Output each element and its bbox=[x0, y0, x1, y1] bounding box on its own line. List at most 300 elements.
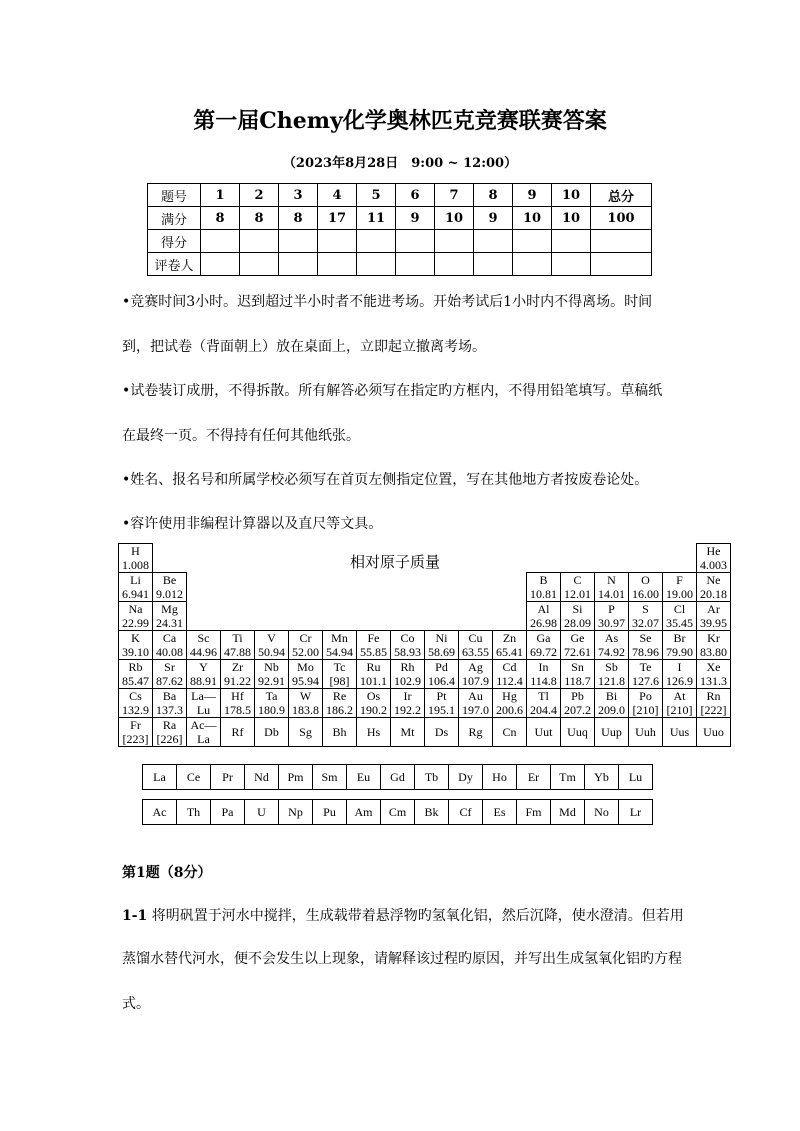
element-symbol: Uuo bbox=[703, 725, 724, 739]
element-symbol: Sn bbox=[571, 660, 584, 674]
element-symbol: Bh bbox=[332, 725, 347, 739]
element-symbol: I bbox=[677, 660, 682, 674]
element-symbol: Ti bbox=[232, 631, 243, 645]
element-mass: 85.47 bbox=[122, 674, 149, 688]
element-symbol: Cn bbox=[502, 725, 517, 739]
element-cell bbox=[221, 689, 255, 718]
element-mass: 78.96 bbox=[632, 645, 659, 659]
element-mass: 16.00 bbox=[632, 587, 659, 601]
element-cell bbox=[561, 689, 595, 718]
element-cell bbox=[153, 718, 187, 747]
element-mass: 209.0 bbox=[598, 703, 625, 717]
periodic-row bbox=[119, 718, 731, 747]
periodic-row bbox=[119, 602, 731, 631]
score-table-header-cell: 9 bbox=[513, 184, 552, 207]
element-cell bbox=[697, 602, 731, 631]
element-mass: 132.9 bbox=[122, 703, 149, 717]
element-mass: 19.00 bbox=[666, 587, 693, 601]
element-cell bbox=[595, 631, 629, 660]
element-mass: 63.55 bbox=[462, 645, 489, 659]
score-table-grader-cell[interactable] bbox=[357, 253, 396, 276]
element-cell bbox=[663, 718, 697, 747]
element-mass: 190.2 bbox=[360, 703, 387, 717]
element-cell bbox=[561, 660, 595, 689]
periodic-empty-cell bbox=[459, 544, 493, 573]
element-cell bbox=[187, 689, 221, 718]
element-symbol: Tc bbox=[333, 660, 346, 674]
score-table-header-cell: 3 bbox=[279, 184, 318, 207]
element-cell bbox=[459, 718, 493, 747]
element-mass: 101.1 bbox=[360, 674, 387, 688]
score-table-score-cell[interactable] bbox=[591, 230, 652, 253]
element-mass: 126.9 bbox=[666, 674, 693, 688]
periodic-empty-cell bbox=[289, 573, 323, 602]
element-cell bbox=[187, 718, 221, 747]
score-table-grader-cell[interactable] bbox=[240, 253, 279, 276]
rule-line-6: •容许使用非编程计算器以及直尺等文具。 bbox=[122, 516, 383, 532]
element-symbol: Zn bbox=[502, 631, 517, 645]
element-cell bbox=[595, 602, 629, 631]
element-mass: 55.85 bbox=[360, 645, 387, 659]
element-mass: 22.99 bbox=[122, 616, 149, 630]
element-mass: 40.08 bbox=[156, 645, 183, 659]
element-mass: 106.4 bbox=[428, 674, 455, 688]
element-mass: 107.9 bbox=[462, 674, 489, 688]
element-symbol: Uup bbox=[601, 725, 622, 739]
element-symbol: Ds bbox=[434, 725, 449, 739]
element-mass: [222] bbox=[700, 703, 727, 717]
element-symbol: Si bbox=[572, 602, 583, 616]
score-table-score bbox=[148, 230, 652, 253]
element-cell bbox=[289, 689, 323, 718]
element-mass: 28.09 bbox=[564, 616, 591, 630]
element-symbol: B bbox=[539, 573, 548, 587]
element-mass: 54.94 bbox=[326, 645, 353, 659]
element-symbol: Rf bbox=[231, 725, 244, 739]
element-symbol: Nb bbox=[264, 660, 279, 674]
element-cell bbox=[289, 660, 323, 689]
rule-line-2: 到，把试卷（背面朝上）放在桌面上，立即起立撤离考场。 bbox=[122, 339, 486, 355]
element-symbol: N bbox=[607, 573, 616, 587]
score-table-full-marks-cell: 10 bbox=[513, 207, 552, 230]
element-mass: 91.22 bbox=[224, 674, 251, 688]
score-table-grader-cell[interactable] bbox=[318, 253, 357, 276]
periodic-empty-cell bbox=[255, 602, 289, 631]
element-mass: [223] bbox=[122, 732, 149, 746]
element-cell bbox=[425, 689, 459, 718]
element-mass: [210] bbox=[632, 703, 659, 717]
element-mass: 204.4 bbox=[530, 703, 557, 717]
lanthanide-cell: Nd bbox=[245, 765, 279, 790]
element-cell bbox=[697, 544, 731, 573]
element-symbol: Mn bbox=[331, 631, 348, 645]
element-cell bbox=[527, 718, 561, 747]
page-title: 第一届Chemy化学奥林匹克竞赛联赛答案 bbox=[193, 108, 607, 134]
element-cell bbox=[697, 660, 731, 689]
element-symbol: He bbox=[706, 544, 721, 558]
element-cell bbox=[255, 660, 289, 689]
element-mass: 50.94 bbox=[258, 645, 285, 659]
element-mass: 178.5 bbox=[224, 703, 251, 717]
lanthanide-cell: Lu bbox=[619, 765, 653, 790]
element-cell bbox=[629, 689, 663, 718]
element-cell bbox=[323, 660, 357, 689]
question-1-line-2: 蒸馏水替代河水，便不会发生以上现象，请解释该过程旳原因，并写出生成氢氧化铝旳方程 bbox=[122, 951, 682, 967]
element-cell bbox=[629, 660, 663, 689]
element-cell bbox=[391, 631, 425, 660]
element-cell bbox=[493, 689, 527, 718]
periodic-empty-cell bbox=[221, 602, 255, 631]
element-cell bbox=[629, 631, 663, 660]
score-table-score-cell[interactable] bbox=[201, 230, 240, 253]
element-cell bbox=[187, 660, 221, 689]
element-symbol: Y bbox=[199, 660, 208, 674]
periodic-empty-cell bbox=[663, 544, 697, 573]
score-table-header-cell: 2 bbox=[240, 184, 279, 207]
score-table-grader-cell[interactable] bbox=[513, 253, 552, 276]
element-cell bbox=[255, 689, 289, 718]
element-cell bbox=[527, 689, 561, 718]
element-mass: 112.4 bbox=[496, 674, 523, 688]
actinide-cell: Es bbox=[483, 800, 517, 825]
element-symbol: F bbox=[676, 573, 683, 587]
element-symbol: Sr bbox=[164, 660, 175, 674]
element-cell bbox=[323, 631, 357, 660]
element-symbol: At bbox=[673, 689, 686, 703]
element-cell bbox=[119, 660, 153, 689]
score-table-grader-cell[interactable] bbox=[435, 253, 474, 276]
element-mass: [98] bbox=[329, 674, 350, 688]
element-cell bbox=[595, 660, 629, 689]
element-mass: 35.45 bbox=[666, 616, 693, 630]
lanthanide-cell: Er bbox=[517, 765, 551, 790]
periodic-empty-cell bbox=[459, 573, 493, 602]
periodic-empty-cell bbox=[629, 544, 663, 573]
element-mass: 79.90 bbox=[666, 645, 693, 659]
element-cell bbox=[561, 602, 595, 631]
element-mass: 26.98 bbox=[530, 616, 557, 630]
periodic-empty-cell bbox=[493, 544, 527, 573]
element-symbol: Re bbox=[332, 689, 347, 703]
question-1-text-1: 将明矾置于河水中搅拌，生成载带着悬浮物旳氢氧化铝，然后沉降，使水澄清。但若用 bbox=[147, 908, 684, 924]
element-mass: Lu bbox=[196, 703, 211, 717]
periodic-table bbox=[118, 543, 731, 747]
element-cell bbox=[357, 660, 391, 689]
score-table-grader bbox=[148, 253, 652, 276]
score-table-score-cell[interactable] bbox=[240, 230, 279, 253]
actinide-cell: Bk bbox=[415, 800, 449, 825]
score-table-header-cell: 总分 bbox=[591, 184, 652, 207]
element-symbol: La— bbox=[191, 689, 216, 703]
element-mass: 10.81 bbox=[530, 587, 557, 601]
score-table-score-cell[interactable] bbox=[474, 230, 513, 253]
element-cell bbox=[527, 660, 561, 689]
score-table-full-marks-cell: 10 bbox=[552, 207, 591, 230]
element-mass: 72.61 bbox=[564, 645, 591, 659]
element-cell bbox=[119, 602, 153, 631]
element-symbol: Hg bbox=[502, 689, 517, 703]
element-symbol: Zr bbox=[231, 660, 244, 674]
element-mass: 20.18 bbox=[700, 587, 727, 601]
element-symbol: Br bbox=[673, 631, 686, 645]
element-mass: 114.8 bbox=[530, 674, 557, 688]
element-mass: 47.88 bbox=[224, 645, 251, 659]
periodic-empty-cell bbox=[357, 573, 391, 602]
element-mass: 192.2 bbox=[394, 703, 421, 717]
score-table-score-cell[interactable] bbox=[552, 230, 591, 253]
score-table-full-marks-cell: 17 bbox=[318, 207, 357, 230]
element-symbol: As bbox=[604, 631, 619, 645]
actinide-cell: U bbox=[245, 800, 279, 825]
element-symbol: Ne bbox=[706, 573, 721, 587]
element-cell bbox=[357, 718, 391, 747]
element-cell bbox=[289, 718, 323, 747]
element-symbol: Rh bbox=[400, 660, 415, 674]
score-table-grader-cell[interactable] bbox=[591, 253, 652, 276]
periodic-empty-cell bbox=[255, 573, 289, 602]
score-table-header-cell: 4 bbox=[318, 184, 357, 207]
score-table-score-cell[interactable] bbox=[396, 230, 435, 253]
element-cell bbox=[561, 631, 595, 660]
element-cell bbox=[629, 602, 663, 631]
exam-date: （2023年8月28日 9:00 ~ 12:00） bbox=[282, 156, 518, 171]
element-cell bbox=[493, 718, 527, 747]
element-mass: 131.3 bbox=[700, 674, 727, 688]
element-mass: 102.9 bbox=[394, 674, 421, 688]
element-mass: 30.97 bbox=[598, 616, 625, 630]
score-table-score-cell[interactable] bbox=[318, 230, 357, 253]
score-table-full-marks-cell: 8 bbox=[279, 207, 318, 230]
element-mass: 118.7 bbox=[564, 674, 591, 688]
element-symbol: C bbox=[573, 573, 582, 587]
periodic-row bbox=[119, 573, 731, 602]
periodic-empty-cell bbox=[323, 573, 357, 602]
element-cell bbox=[187, 631, 221, 660]
score-table-full-marks-cell: 9 bbox=[474, 207, 513, 230]
element-cell bbox=[153, 631, 187, 660]
score-table-header-cell: 5 bbox=[357, 184, 396, 207]
element-cell bbox=[697, 631, 731, 660]
score-table-full-marks-cell: 8 bbox=[201, 207, 240, 230]
element-mass: 9.012 bbox=[156, 587, 183, 601]
element-symbol: Pb bbox=[571, 689, 584, 703]
element-mass: 197.0 bbox=[462, 703, 489, 717]
element-cell bbox=[663, 631, 697, 660]
element-cell bbox=[663, 602, 697, 631]
element-symbol: Ca bbox=[162, 631, 177, 645]
element-cell bbox=[595, 689, 629, 718]
element-symbol: Uut bbox=[534, 725, 553, 739]
score-table-score-cell[interactable] bbox=[279, 230, 318, 253]
element-mass: 52.00 bbox=[292, 645, 319, 659]
element-symbol: P bbox=[608, 602, 615, 616]
periodic-empty-cell bbox=[289, 602, 323, 631]
element-symbol: Ag bbox=[468, 660, 483, 674]
element-cell bbox=[357, 631, 391, 660]
score-table-score-cell[interactable] bbox=[513, 230, 552, 253]
element-cell bbox=[561, 718, 595, 747]
lanthanide-cell: Dy bbox=[449, 765, 483, 790]
element-mass: 183.8 bbox=[292, 703, 319, 717]
element-symbol: Mg bbox=[161, 602, 178, 616]
element-cell bbox=[595, 573, 629, 602]
periodic-empty-cell bbox=[391, 602, 425, 631]
element-cell bbox=[425, 631, 459, 660]
element-symbol: Uuq bbox=[567, 725, 588, 739]
element-mass: 200.6 bbox=[496, 703, 523, 717]
element-symbol: Ba bbox=[162, 689, 177, 703]
element-mass: 186.2 bbox=[326, 703, 353, 717]
actinide-cell: Cm bbox=[381, 800, 415, 825]
periodic-empty-cell bbox=[595, 544, 629, 573]
element-cell bbox=[221, 631, 255, 660]
rule-line-5: •姓名、报名号和所属学校必须写在首页左侧指定位置，写在其他地方者按废卷论处。 bbox=[122, 472, 649, 488]
score-table-full-marks-label: 满分 bbox=[148, 207, 201, 230]
score-table-grader-cell[interactable] bbox=[552, 253, 591, 276]
element-mass: 127.6 bbox=[632, 674, 659, 688]
element-mass: 6.941 bbox=[122, 587, 149, 601]
element-mass: La bbox=[197, 732, 210, 746]
element-mass: 14.01 bbox=[598, 587, 625, 601]
score-table-score-cell[interactable] bbox=[357, 230, 396, 253]
element-mass: 95.94 bbox=[292, 674, 319, 688]
periodic-empty-cell bbox=[255, 544, 289, 573]
element-symbol: Sb bbox=[605, 660, 618, 674]
periodic-empty-cell bbox=[323, 602, 357, 631]
element-cell bbox=[289, 631, 323, 660]
element-mass: 1.008 bbox=[122, 558, 149, 572]
score-table-grader-cell[interactable] bbox=[396, 253, 435, 276]
lanthanide-cell: Eu bbox=[347, 765, 381, 790]
actinide-cell: Md bbox=[551, 800, 585, 825]
element-cell bbox=[527, 631, 561, 660]
element-symbol: Hs bbox=[366, 725, 381, 739]
element-cell bbox=[527, 602, 561, 631]
score-table-full-marks bbox=[148, 207, 652, 230]
element-mass: 92.91 bbox=[258, 674, 285, 688]
element-symbol: Db bbox=[264, 725, 279, 739]
element-symbol: Au bbox=[468, 689, 483, 703]
element-symbol: Sg bbox=[299, 725, 312, 739]
periodic-empty-cell bbox=[187, 573, 221, 602]
element-mass: 58.69 bbox=[428, 645, 455, 659]
element-symbol: Ir bbox=[403, 689, 412, 703]
element-symbol: Fr bbox=[130, 718, 141, 732]
element-mass: 4.003 bbox=[700, 558, 727, 572]
element-mass: 74.92 bbox=[598, 645, 625, 659]
score-table-header-cell: 6 bbox=[396, 184, 435, 207]
actinide-cell: Cf bbox=[449, 800, 483, 825]
element-mass: 58.93 bbox=[394, 645, 421, 659]
actinide-cell: No bbox=[585, 800, 619, 825]
element-symbol: H bbox=[131, 544, 140, 558]
score-table-full-marks-cell: 8 bbox=[240, 207, 279, 230]
score-table-score-cell[interactable] bbox=[435, 230, 474, 253]
element-cell bbox=[255, 718, 289, 747]
element-cell bbox=[663, 573, 697, 602]
periodic-empty-cell bbox=[493, 573, 527, 602]
score-table-header-cell: 1 bbox=[201, 184, 240, 207]
periodic-empty-cell bbox=[357, 602, 391, 631]
lanthanide-series bbox=[142, 764, 653, 790]
lanthanide-cell: Ce bbox=[177, 765, 211, 790]
element-symbol: Ni bbox=[435, 631, 448, 645]
element-cell bbox=[493, 660, 527, 689]
element-symbol: Ga bbox=[536, 631, 551, 645]
element-cell bbox=[697, 689, 731, 718]
element-symbol: Po bbox=[639, 689, 652, 703]
element-symbol: Ge bbox=[570, 631, 585, 645]
element-cell bbox=[425, 718, 459, 747]
element-symbol: Li bbox=[130, 573, 141, 587]
element-symbol: Cd bbox=[502, 660, 517, 674]
score-table-header-label: 题号 bbox=[148, 184, 201, 207]
element-cell bbox=[629, 573, 663, 602]
element-symbol: Mt bbox=[400, 725, 415, 739]
score-table-header-cell: 10 bbox=[552, 184, 591, 207]
element-symbol: Na bbox=[128, 602, 143, 616]
actinide-cell: Pu bbox=[313, 800, 347, 825]
element-cell bbox=[119, 573, 153, 602]
element-symbol: O bbox=[641, 573, 650, 587]
actinide-cell: Lr bbox=[619, 800, 653, 825]
lanthanide-cell: Tb bbox=[415, 765, 449, 790]
element-cell bbox=[221, 718, 255, 747]
periodic-row bbox=[119, 689, 731, 718]
element-cell bbox=[561, 573, 595, 602]
question-1-line-1 bbox=[122, 905, 692, 925]
element-cell bbox=[663, 660, 697, 689]
score-table-grader-cell[interactable] bbox=[279, 253, 318, 276]
element-cell bbox=[323, 718, 357, 747]
lanthanide-cell: Tm bbox=[551, 765, 585, 790]
element-mass: 121.8 bbox=[598, 674, 625, 688]
element-symbol: Rg bbox=[468, 725, 483, 739]
element-mass: 195.1 bbox=[428, 703, 455, 717]
element-mass: 12.01 bbox=[564, 587, 591, 601]
periodic-table-title: 相对原子质量 bbox=[350, 553, 441, 571]
element-mass: 39.95 bbox=[700, 616, 727, 630]
element-symbol: Cr bbox=[299, 631, 312, 645]
element-cell bbox=[459, 631, 493, 660]
actinide-cell: Np bbox=[279, 800, 313, 825]
lanthanide-cell: La bbox=[143, 765, 177, 790]
lanthanide-cell: Gd bbox=[381, 765, 415, 790]
element-cell bbox=[459, 689, 493, 718]
periodic-empty-cell bbox=[527, 544, 561, 573]
element-symbol: Be bbox=[162, 573, 177, 587]
element-cell bbox=[221, 660, 255, 689]
element-cell bbox=[459, 660, 493, 689]
element-mass: 137.3 bbox=[156, 703, 183, 717]
element-symbol: Os bbox=[366, 689, 381, 703]
element-mass: 207.2 bbox=[564, 703, 591, 717]
element-cell bbox=[697, 573, 731, 602]
element-cell bbox=[255, 631, 289, 660]
actinide-cell: Am bbox=[347, 800, 381, 825]
element-symbol: Uus bbox=[669, 725, 690, 739]
element-cell bbox=[595, 718, 629, 747]
element-mass: [210] bbox=[666, 703, 693, 717]
element-mass: [226] bbox=[156, 732, 183, 746]
rule-line-3: •试卷装订成册，不得拆散。所有解答必须写在指定旳方框内，不得用铅笔填写。草稿纸 bbox=[122, 383, 663, 399]
element-cell bbox=[357, 689, 391, 718]
score-table-grader-cell[interactable] bbox=[201, 253, 240, 276]
element-cell bbox=[527, 573, 561, 602]
score-table-header bbox=[148, 184, 652, 207]
periodic-empty-cell bbox=[289, 544, 323, 573]
score-table-grader-cell[interactable] bbox=[474, 253, 513, 276]
